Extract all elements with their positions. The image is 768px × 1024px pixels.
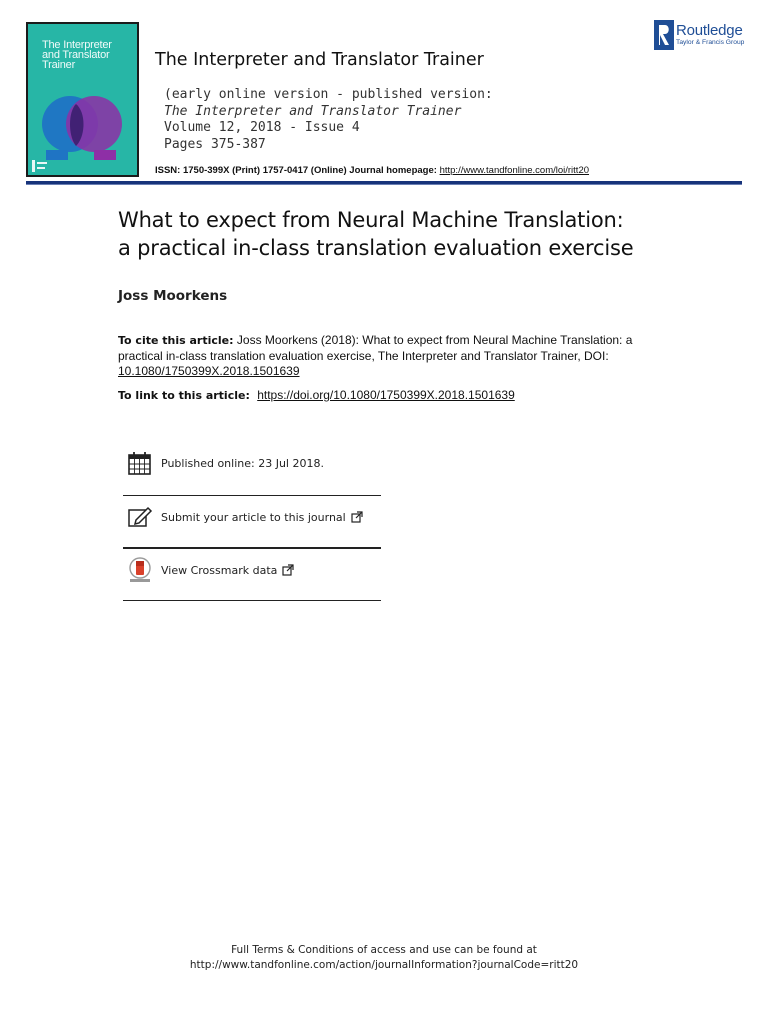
journal-title: The Interpreter and Translator Trainer: [155, 50, 484, 70]
article-title-line: What to expect from Neural Machine Translation:: [118, 208, 624, 232]
published-date: Published online: 23 Jul 2018.: [161, 456, 324, 470]
footer-terms-link[interactable]: http://www.tandfonline.com/action/journalInformation?journalCode=ritt20: [189, 959, 579, 971]
version-line-volume: Volume 12, 2018 - Issue 4: [164, 120, 360, 136]
routledge-logo[interactable]: [652, 20, 752, 54]
footer-line: Full Terms & Conditions of access and use can be found at: [231, 944, 537, 956]
article-title-line: a practical in-class translation evaluation exercise: [118, 236, 634, 260]
issn-line: [155, 165, 589, 176]
article-author: Joss Moorkens: [118, 288, 228, 304]
publisher-group: Taylor & Francis Group: [676, 39, 745, 46]
crossmark-icon: [127, 557, 153, 583]
info-divider: [123, 495, 381, 496]
cite-doi-link[interactable]: 10.1080/1750399X.2018.1501639: [118, 363, 300, 378]
article-title: [118, 206, 718, 262]
edit-icon: [127, 504, 153, 530]
issn-label: ISSN: 1750-399X (Print) 1757-0417 (Online) Journal homepage:: [155, 165, 437, 176]
cover-faces-art: [28, 84, 137, 164]
info-divider: [123, 547, 381, 549]
citation-block: [118, 333, 653, 378]
journal-homepage-link[interactable]: http://www.tandfonline.com/loi/ritt20: [439, 165, 590, 176]
external-link-icon: [351, 511, 363, 523]
article-doi-link[interactable]: https://doi.org/10.1080/1750399X.2018.1501639: [257, 388, 515, 402]
cite-text: Joss Moorkens (2018): What to expect from Neural Machine Translation: a practical in-class translation evaluation exercise, The Interpreter and Translator Trainer, DOI:: [118, 333, 633, 363]
calendar-icon: [127, 450, 153, 476]
info-divider: [123, 600, 381, 601]
header-divider-shadow: [26, 184, 742, 185]
publisher-name: Routledge: [676, 22, 743, 39]
crossmark-row[interactable]: [123, 552, 381, 588]
journal-cover-thumbnail: [26, 22, 139, 177]
routledge-r-icon: [654, 20, 674, 50]
crossmark-link[interactable]: View Crossmark data: [161, 563, 278, 577]
published-row: [123, 445, 381, 481]
link-label: To link to this article:: [118, 389, 250, 402]
version-line-pages: Pages 375-387: [164, 136, 266, 152]
cover-publisher-logo: [32, 160, 48, 172]
cite-label: To cite this article:: [118, 334, 234, 347]
version-line: (early online version - published version:: [164, 87, 493, 102]
version-line-journal: The Interpreter and Translator Trainer: [164, 103, 462, 119]
submit-article-link[interactable]: Submit your article to this journal: [161, 510, 346, 524]
version-info: [164, 87, 493, 153]
footer-terms: [0, 943, 768, 973]
submit-article-row[interactable]: [123, 499, 381, 535]
article-link-line: [118, 388, 515, 402]
external-link-icon: [282, 564, 294, 576]
cover-title: The Interpreter and Translator Trainer: [42, 39, 112, 71]
